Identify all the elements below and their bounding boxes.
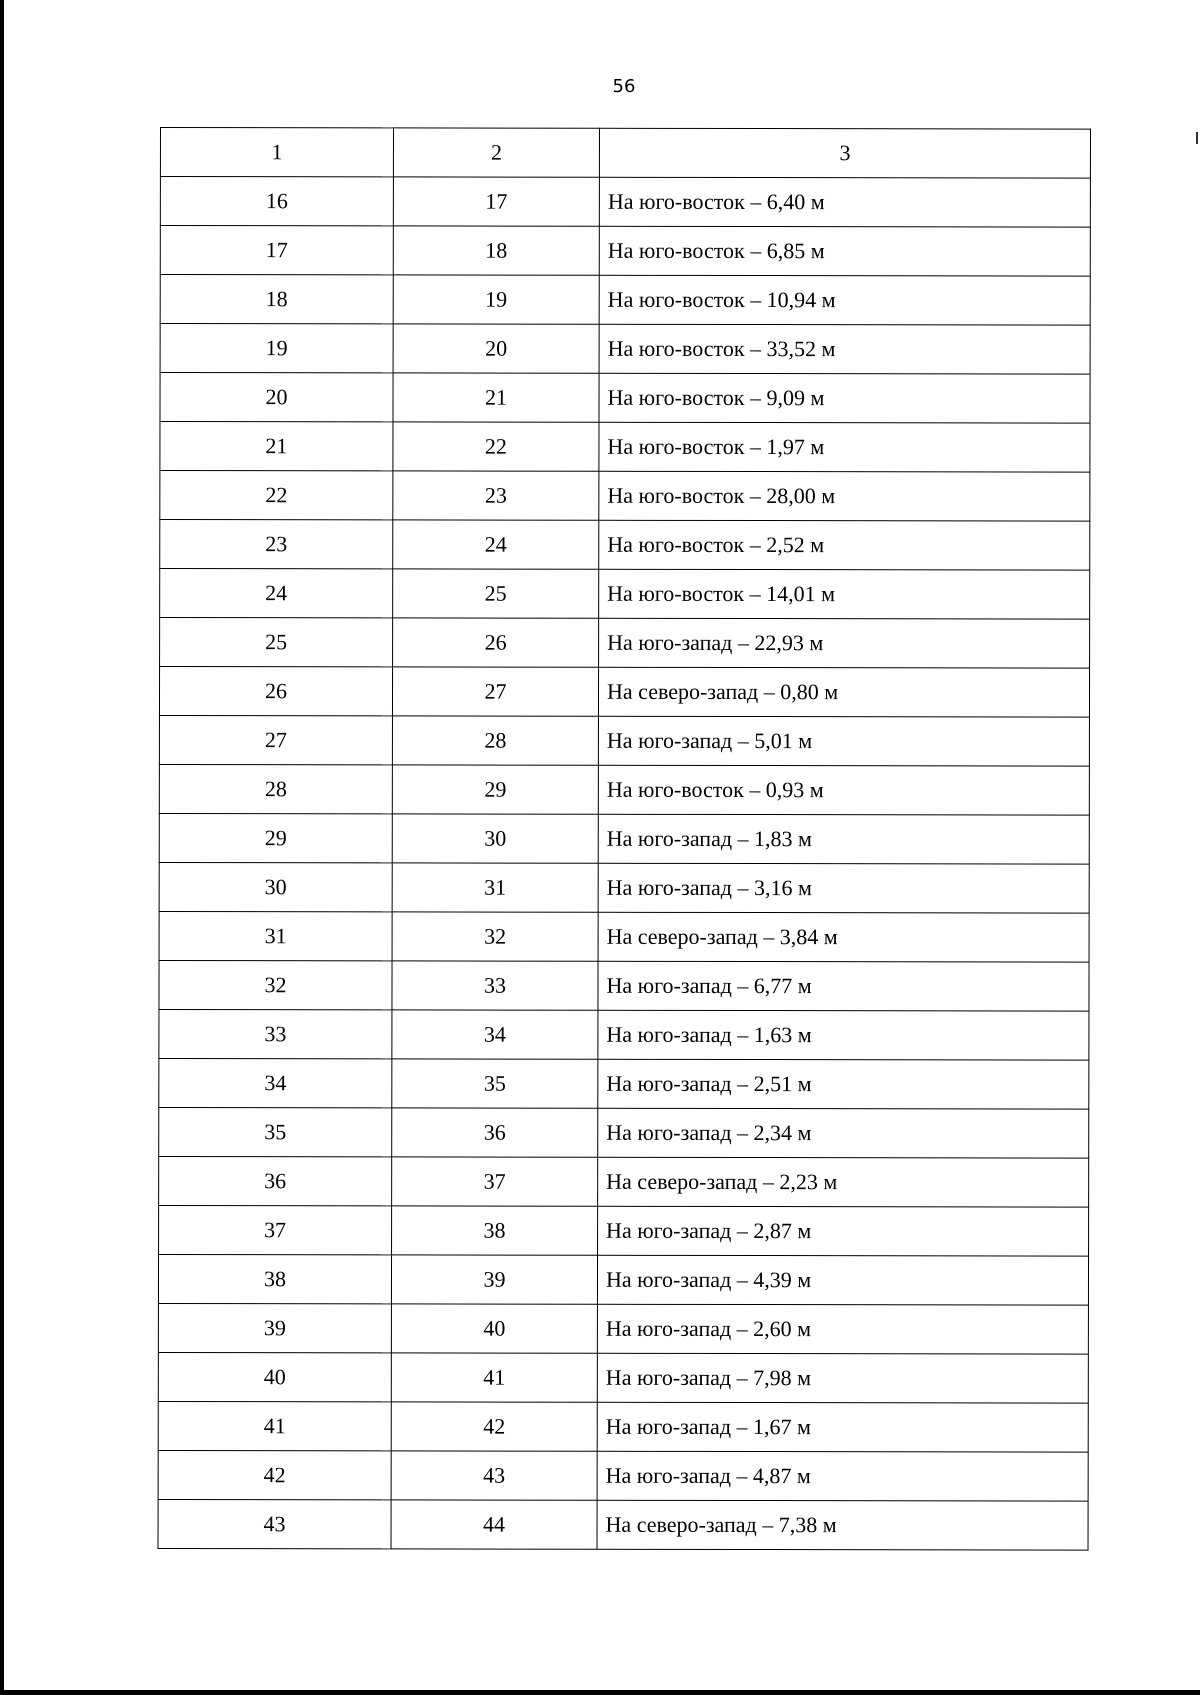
point-from-cell: 26 [159, 667, 392, 716]
table-row [158, 1254, 1088, 1305]
table-row [160, 569, 1090, 620]
point-to-cell: 32 [392, 912, 598, 961]
direction-distance-cell: На юго-запад – 2,87 м [598, 1206, 1089, 1256]
point-to-cell: 28 [392, 716, 598, 765]
point-to-cell: 41 [391, 1353, 597, 1402]
point-to-cell: 40 [391, 1304, 597, 1353]
table-row [160, 618, 1090, 669]
point-from-cell: 16 [160, 177, 393, 226]
direction-distance-cell: На юго-запад – 2,51 м [598, 1059, 1089, 1109]
boundary-description-table [158, 127, 1091, 1551]
point-from-cell: 21 [160, 422, 393, 471]
point-from-cell: 33 [159, 1009, 392, 1058]
direction-distance-cell: На юго-запад – 6,77 м [598, 961, 1089, 1011]
direction-distance-cell: На юго-восток – 9,09 м [599, 373, 1090, 423]
point-from-cell: 43 [158, 1499, 391, 1548]
point-from-cell: 22 [160, 471, 393, 520]
column-header-3: 3 [599, 128, 1090, 178]
direction-distance-cell: На юго-восток – 14,01 м [599, 569, 1090, 619]
scan-edge-left [0, 0, 4, 1695]
point-to-cell: 20 [393, 324, 599, 373]
table-row [159, 1107, 1089, 1158]
point-from-cell: 24 [160, 569, 393, 618]
point-to-cell: 19 [393, 275, 599, 324]
direction-distance-cell: На юго-запад – 1,83 м [598, 814, 1089, 864]
point-to-cell: 37 [392, 1157, 598, 1206]
table-row [160, 422, 1090, 473]
direction-distance-cell: На юго-восток – 6,85 м [599, 226, 1090, 276]
direction-distance-cell: На юго-запад – 4,39 м [597, 1255, 1088, 1305]
point-to-cell: 29 [392, 765, 598, 814]
point-from-cell: 19 [160, 324, 393, 373]
direction-distance-cell: На юго-восток – 10,94 м [599, 275, 1090, 325]
column-header-2: 2 [393, 128, 599, 177]
point-to-cell: 38 [392, 1206, 598, 1255]
point-to-cell: 18 [393, 226, 599, 275]
table-row [160, 226, 1090, 277]
point-from-cell: 41 [158, 1401, 391, 1450]
point-to-cell: 36 [392, 1108, 598, 1157]
point-to-cell: 35 [392, 1059, 598, 1108]
point-to-cell: 33 [392, 961, 598, 1010]
point-to-cell: 31 [392, 863, 598, 912]
table-row [159, 764, 1089, 815]
direction-distance-cell: На юго-восток – 6,40 м [599, 177, 1090, 227]
direction-distance-cell: На юго-запад – 3,16 м [598, 863, 1089, 913]
table-row [158, 1303, 1088, 1354]
boundary-table-wrapper [158, 127, 1090, 1551]
direction-distance-cell: На юго-запад – 22,93 м [599, 618, 1090, 668]
page-number: 56 [612, 76, 636, 97]
point-from-cell: 42 [158, 1450, 391, 1499]
point-from-cell: 37 [159, 1205, 392, 1254]
point-to-cell: 34 [392, 1010, 598, 1059]
direction-distance-cell: На юго-запад – 1,67 м [597, 1402, 1088, 1452]
direction-distance-cell: На северо-запад – 3,84 м [598, 912, 1089, 962]
direction-distance-cell: На северо-запад – 2,23 м [598, 1157, 1089, 1207]
direction-distance-cell: На юго-запад – 7,98 м [597, 1353, 1088, 1403]
point-from-cell: 31 [159, 911, 392, 960]
direction-distance-cell: На северо-запад – 0,80 м [598, 667, 1089, 717]
direction-distance-cell: На юго-восток – 33,52 м [599, 324, 1090, 374]
point-from-cell: 18 [160, 275, 393, 324]
table-row [159, 716, 1089, 767]
point-from-cell: 25 [160, 618, 393, 667]
direction-distance-cell: На юго-восток – 1,97 м [599, 422, 1090, 472]
point-from-cell: 35 [159, 1107, 392, 1156]
point-to-cell: 25 [393, 569, 599, 618]
scan-mark-right [1196, 132, 1198, 144]
table-row [159, 862, 1089, 913]
direction-distance-cell: На юго-запад – 2,60 м [597, 1304, 1088, 1354]
table-row [160, 520, 1090, 571]
point-from-cell: 39 [158, 1303, 391, 1352]
point-from-cell: 28 [159, 764, 392, 813]
point-from-cell: 27 [159, 716, 392, 765]
point-to-cell: 39 [391, 1255, 597, 1304]
point-from-cell: 20 [160, 373, 393, 422]
direction-distance-cell: На юго-запад – 5,01 м [598, 716, 1089, 766]
point-from-cell: 17 [160, 226, 393, 275]
table-row [160, 324, 1090, 375]
table-row [159, 813, 1089, 864]
point-to-cell: 17 [393, 177, 599, 226]
direction-distance-cell: На юго-запад – 1,63 м [598, 1010, 1089, 1060]
table-row [159, 911, 1089, 962]
direction-distance-cell: На северо-запад – 7,38 м [597, 1500, 1088, 1550]
direction-distance-cell: На юго-восток – 2,52 м [599, 520, 1090, 570]
point-to-cell: 42 [391, 1402, 597, 1451]
point-to-cell: 43 [391, 1451, 597, 1500]
table-row [159, 1058, 1089, 1109]
table-row [160, 275, 1090, 326]
point-from-cell: 30 [159, 862, 392, 911]
table-row [160, 373, 1090, 424]
point-from-cell: 40 [158, 1352, 391, 1401]
point-to-cell: 27 [392, 667, 598, 716]
direction-distance-cell: На юго-запад – 4,87 м [597, 1451, 1088, 1501]
point-to-cell: 21 [393, 373, 599, 422]
table-row [158, 1401, 1088, 1452]
direction-distance-cell: На юго-восток – 28,00 м [599, 471, 1090, 521]
direction-distance-cell: На юго-восток – 0,93 м [598, 765, 1089, 815]
table-header-row [160, 128, 1090, 179]
point-from-cell: 23 [160, 520, 393, 569]
table-body [158, 177, 1090, 1551]
scan-edge-bottom [0, 1690, 1200, 1695]
table-row [159, 667, 1089, 718]
direction-distance-cell: На юго-запад – 2,34 м [598, 1108, 1089, 1158]
point-to-cell: 44 [391, 1500, 597, 1549]
point-from-cell: 29 [159, 813, 392, 862]
point-to-cell: 22 [393, 422, 599, 471]
column-header-1: 1 [160, 128, 393, 177]
point-from-cell: 34 [159, 1058, 392, 1107]
table-row [160, 471, 1090, 522]
table-row [158, 1450, 1088, 1501]
table-row [160, 177, 1090, 228]
point-to-cell: 30 [392, 814, 598, 863]
point-to-cell: 26 [393, 618, 599, 667]
table-row [159, 1156, 1089, 1207]
table-row [159, 1205, 1089, 1256]
point-to-cell: 24 [393, 520, 599, 569]
point-from-cell: 32 [159, 960, 392, 1009]
table-row [158, 1352, 1088, 1403]
point-from-cell: 38 [158, 1254, 391, 1303]
table-row [158, 1499, 1088, 1550]
point-from-cell: 36 [159, 1156, 392, 1205]
point-to-cell: 23 [393, 471, 599, 520]
table-row [159, 1009, 1089, 1060]
table-row [159, 960, 1089, 1011]
